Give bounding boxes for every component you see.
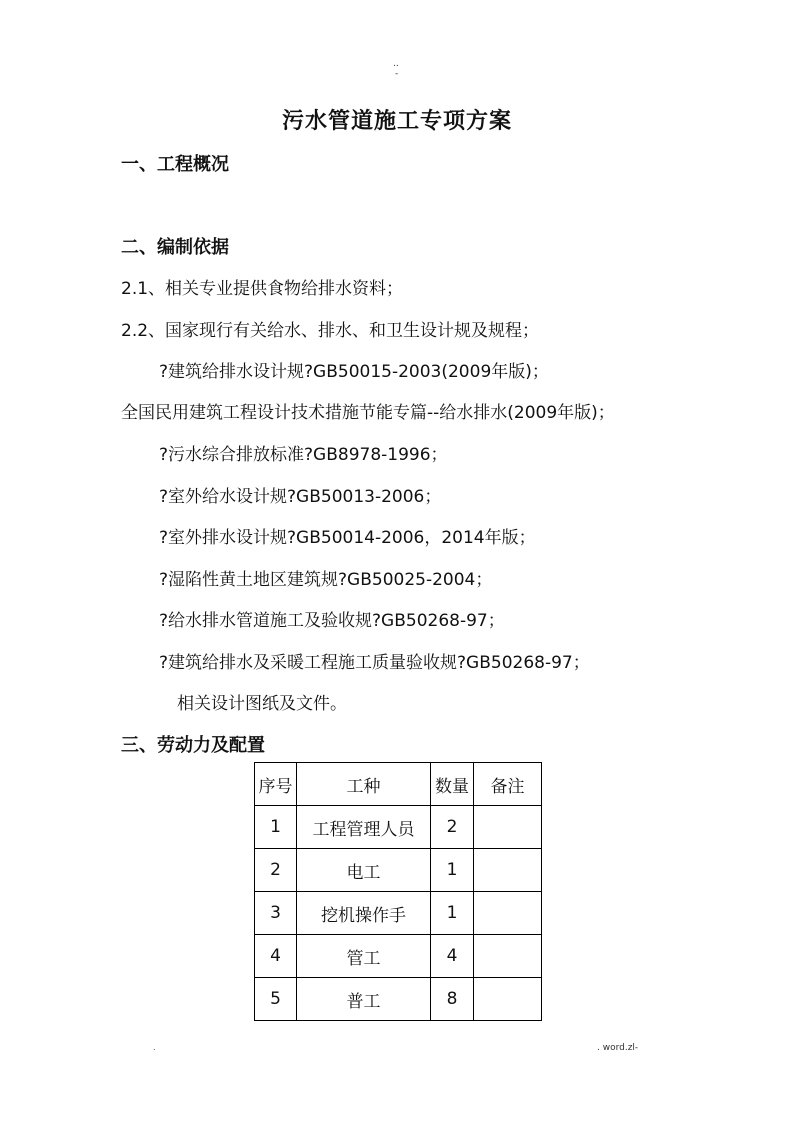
standard-line: ?建筑给排水设计规?GB50015-2003(2009年版)；	[159, 362, 549, 382]
document-title: 污水管道施工专项方案	[281, 109, 512, 134]
standard-line: ?给水排水管道施工及验收规?GB50268-97；	[159, 611, 505, 631]
standard-line: 全国民用建筑工程设计技术措施节能专篇--给水排水(2009年版)；	[121, 403, 615, 423]
column-header: 数量	[431, 763, 474, 806]
table-cell: 普工	[297, 978, 431, 1021]
standard-line: ?室外给水设计规?GB50013-2006；	[159, 487, 442, 507]
table-cell: 1	[431, 849, 474, 892]
basis-item-2-1: 2.1、相关专业提供食物给排水资料；	[121, 279, 404, 299]
table-cell: 4	[431, 935, 474, 978]
labor-table	[254, 762, 542, 1021]
standard-line: ?室外排水设计规?GB50014-2006，2014年版；	[159, 528, 536, 548]
standard-line: ?污水综合排放标准?GB8978-1996；	[159, 445, 448, 465]
header-dash: -	[395, 69, 399, 79]
column-header: 工种	[297, 763, 431, 806]
column-header: 序号	[255, 763, 297, 806]
table-row	[255, 978, 542, 1021]
table-cell	[474, 806, 542, 849]
table-cell: 8	[431, 978, 474, 1021]
table-cell: 1	[431, 892, 474, 935]
standard-line: ?建筑给排水及采暖工程施工质量验收规?GB50268-97；	[159, 653, 590, 673]
section-heading-labor: 三、劳动力及配置	[121, 735, 265, 756]
standard-line: ?湿陷性黄土地区建筑规?GB50025-2004；	[159, 570, 493, 590]
table-cell: 管工	[297, 935, 431, 978]
table-cell	[474, 849, 542, 892]
table-cell: 3	[255, 892, 297, 935]
table-header-row	[255, 763, 542, 806]
footer-right-text: . word.zl-	[597, 1043, 639, 1053]
table-cell: 5	[255, 978, 297, 1021]
table-cell: 电工	[297, 849, 431, 892]
table-row	[255, 935, 542, 978]
table-row	[255, 849, 542, 892]
table-cell	[474, 978, 542, 1021]
table-row	[255, 806, 542, 849]
table-cell	[474, 892, 542, 935]
table-cell	[474, 935, 542, 978]
table-cell: 工程管理人员	[297, 806, 431, 849]
footer-left-mark: .	[153, 1043, 156, 1052]
basis-item-2-2: 2.2、国家现行有关给水、排水、和卫生设计规及规程；	[121, 321, 540, 341]
table-cell: 1	[255, 806, 297, 849]
section-heading-overview: 一、工程概况	[121, 154, 229, 175]
table-cell: 2	[255, 849, 297, 892]
section-heading-basis: 二、编制依据	[121, 237, 229, 258]
table-row	[255, 892, 542, 935]
table-cell: 4	[255, 935, 297, 978]
table-cell: 2	[431, 806, 474, 849]
header-dots: ..	[393, 59, 399, 69]
column-header: 备注	[474, 763, 542, 806]
standard-line: 相关设计图纸及文件。	[177, 694, 347, 714]
table-cell: 挖机操作手	[297, 892, 431, 935]
